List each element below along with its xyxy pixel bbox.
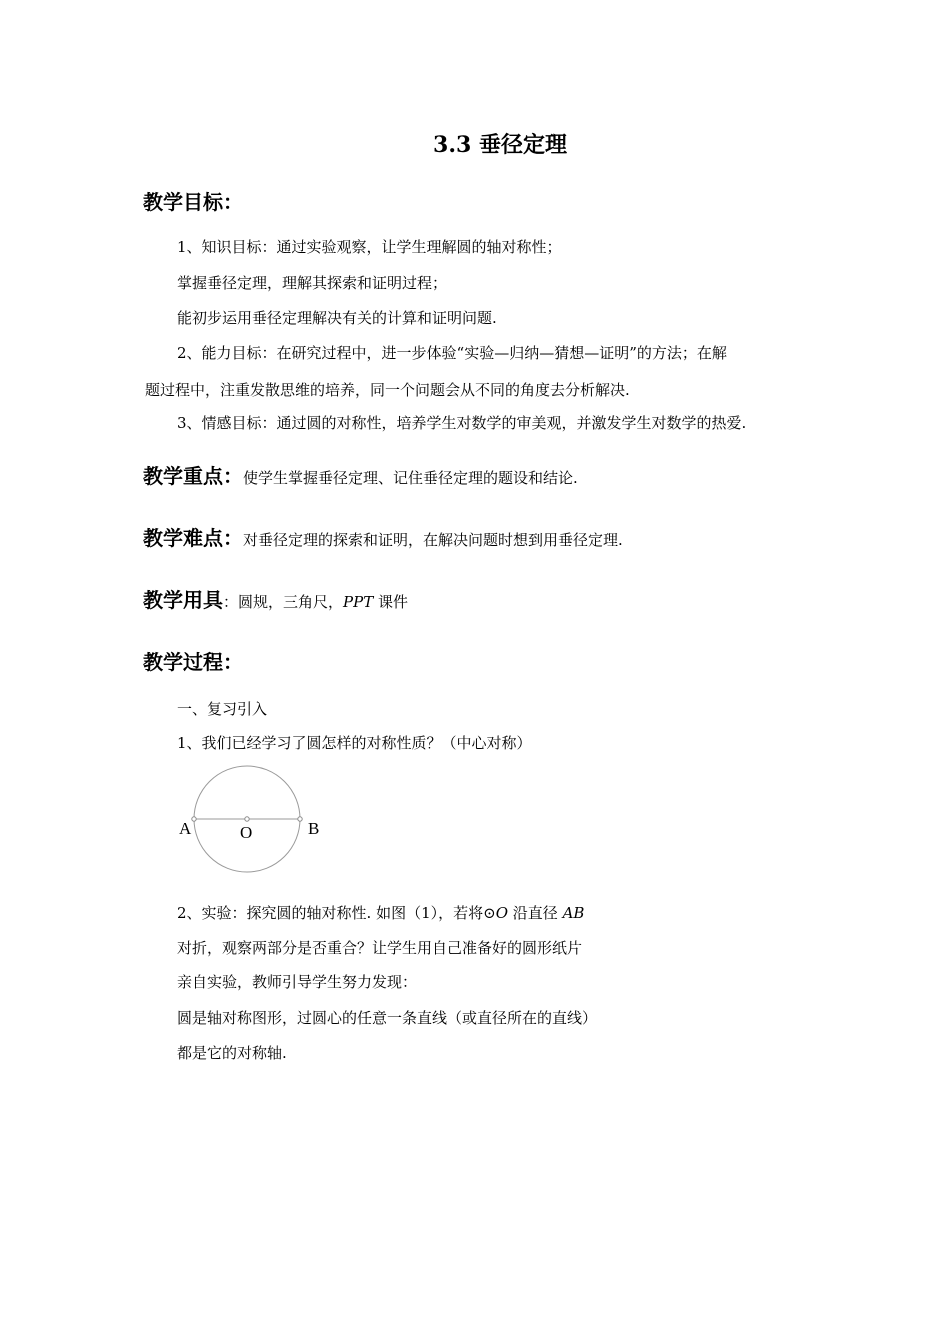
experiment-line-5: 都是它的对称轴. [177, 1044, 287, 1062]
tools [143, 584, 408, 613]
experiment-text-1: 2、实验：探究圆的轴对称性. 如图（1），若将⊙ [177, 904, 496, 922]
tools-heading: 教学用具 [143, 588, 223, 612]
goal-line-2: 掌握垂径定理，理解其探索和证明过程； [177, 274, 448, 292]
goal-line-6: 3、情感目标：通过圆的对称性，培养学生对数学的审美观，并激发学生对数学的热爱. [177, 414, 747, 432]
experiment-line-1 [177, 902, 584, 923]
diameter-label: AB [562, 904, 585, 922]
goal-line-5: 题过程中，注重发散思维的培养，同一个问题会从不同的角度去分析解决. [145, 381, 630, 399]
difficulties-text: 对垂径定理的探索和证明，在解决问题时想到用垂径定理. [243, 531, 623, 549]
key-points [143, 460, 578, 489]
circle-o: O [495, 904, 509, 922]
experiment-line-3: 亲自实验，教师引导学生努力发现： [177, 973, 418, 991]
label-a: A [179, 819, 192, 838]
experiment-line-4: 圆是轴对称图形，过圆心的任意一条直线（或直径所在的直线） [177, 1009, 598, 1027]
question-1: 1、我们已经学习了圆怎样的对称性质？（中心对称） [177, 734, 532, 752]
point-b [298, 817, 302, 821]
goals-heading: 教学目标： [143, 190, 243, 214]
difficulties [143, 522, 623, 551]
key-points-text: 使学生掌握垂径定理、记住垂径定理的题设和结论. [243, 469, 578, 487]
difficulties-heading: 教学难点： [143, 526, 243, 550]
goal-line-1: 1、知识目标：通过实验观察，让学生理解圆的轴对称性； [177, 238, 562, 256]
goal-line-3: 能初步运用垂径定理解决有关的计算和证明问题. [177, 309, 497, 327]
page-title: 3.3 垂径定理 [433, 132, 567, 158]
section-review: 一、复习引入 [177, 700, 268, 718]
experiment-text-2: 沿直径 [508, 904, 563, 922]
label-b: B [308, 819, 320, 838]
tools-ppt: PPT [343, 593, 374, 611]
tools-suffix: 课件 [373, 593, 408, 611]
goal-line-4: 2、能力目标：在研究过程中，进一步体验“实验—归纳—猜想—证明”的方法；在解 [177, 344, 727, 362]
point-o [245, 817, 249, 821]
point-a [192, 817, 196, 821]
circle-figure [170, 760, 340, 880]
process-heading: 教学过程： [143, 650, 243, 674]
key-points-heading: 教学重点： [143, 464, 243, 488]
experiment-line-2: 对折，观察两部分是否重合？让学生用自己准备好的圆形纸片 [177, 939, 583, 957]
label-o: O [240, 823, 253, 842]
tools-text: ：圆规，三角尺， [223, 593, 344, 611]
